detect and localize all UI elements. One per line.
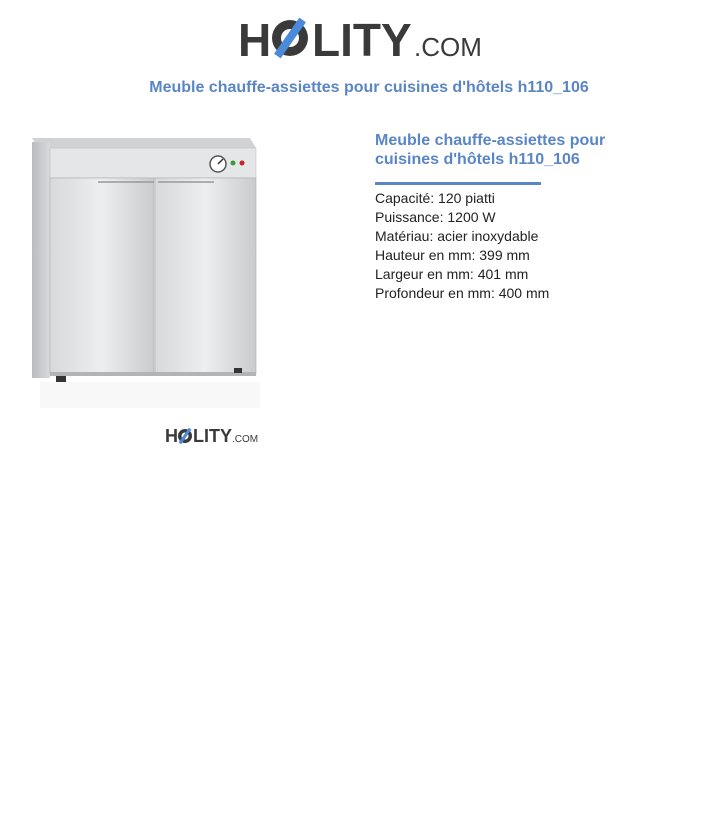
spec-material: Matériau: acier inoxydable [375,228,539,244]
logo-o-mark [272,18,308,59]
image-watermark-logo [165,425,259,447]
svg-text:LITY: LITY [193,426,232,446]
spec-capacity: Capacité: 120 piatti [375,190,495,206]
title-divider [375,182,541,185]
site-logo-wrap [0,12,720,73]
page-title: Meuble chauffe-assiettes pour cuisines d'hôtels h110_106 [149,79,589,96]
product-image [20,128,290,428]
spec-power: Puissance: 1200 W [375,209,496,225]
svg-text:H: H [165,426,178,446]
svg-text:H: H [238,14,272,66]
indicator-light-red [240,161,245,166]
holity-logo[interactable] [238,12,482,68]
svg-text:.COM: .COM [414,32,482,62]
spec-width: Largeur en mm: 401 mm [375,266,529,282]
svg-text:LITY: LITY [312,14,412,66]
product-info [375,131,675,303]
spec-height: Hauteur en mm: 399 mm [375,247,530,263]
spec-depth: Profondeur en mm: 400 mm [375,285,550,301]
product-title: Meuble chauffe-assiettes pour cuisines d'hôtels h110_106 [375,132,606,168]
svg-text:.COM: .COM [232,434,259,445]
indicator-light-green [231,161,236,166]
